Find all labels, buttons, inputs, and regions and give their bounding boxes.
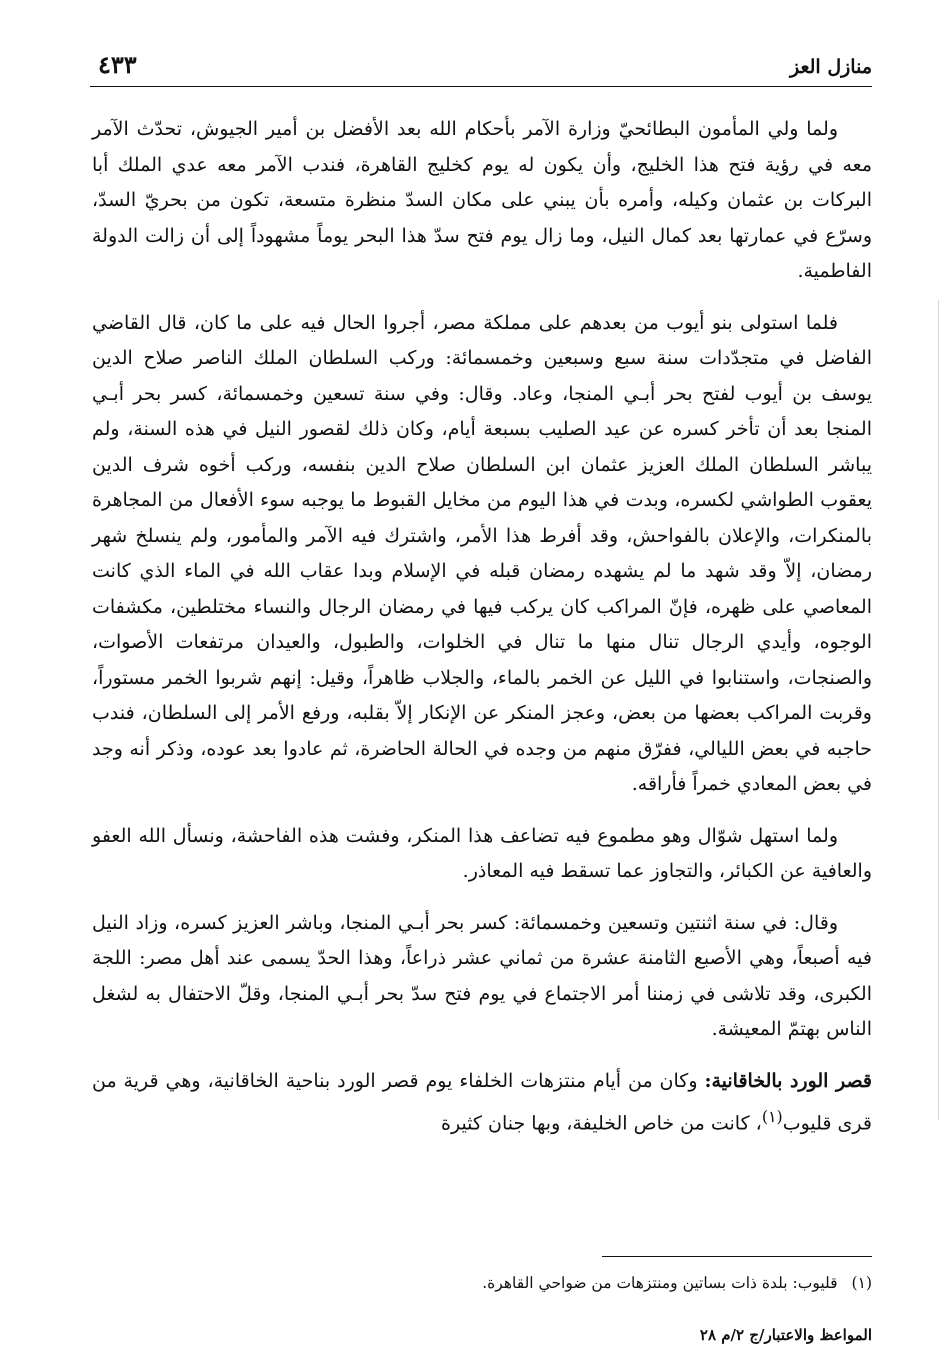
paragraph-2: فلما استولى بنو أيوب من بعدهم على مملكة مصر، أجروا الحال فيه على ما كان، قال القاضي الفاضل في متجدّدات سنة سبع وسبعين وخمسمائة: وركب السلطان الملك الناصر صلاح الدين يوسف بن أيوب لفتح بحر أبـي المنجا، وعاد. وقال: وفي سنة تسعين وخمسمائة، كسر بحر أبـي المنجا بعد أن تأخر كسره عن عيد الصليب بسبعة أيام، وكان ذلك لقصور النيل في هذه السنة، ولم يباشر السلطان الملك العزيز عثمان ابن السلطان صلاح الدين بنفسه، وركب أخوه شرف الدين يعقوب الطواشي لكسره، وبدت في هذا اليوم من مخايل القبوط ما يوجبه سوء الأفعال من المجاهرة بالمنكرات، والإعلان بالفواحش، وقد أفرط هذا الأمر، واشترك فيه الآمر والمأمور، ولم ينسلخ شهر رمضان، إلاّ وقد شهد ما لم يشهده رمضان قبله في الإسلام وبدا عقاب الله في الماء الذي كانت المعاصي على ظهره، فإنّ المراكب كان يركب فيها في رمضان الرجال والنساء مختلطين، مكشفات الوجوه، وأيدي الرجال تنال منها ما تنال في الخلوات، والطبول، والعيدان مرتفعات الأصوات، والصنجات، واستنابوا في الليل عن الخمر بالماء، والجلاب ظاهراً، وقيل: إنهم شربوا الخمر مستوراً، وقربت المراكب بعضها من بعض، وعجز المنكر عن الإنكار إلاّ بقلبه، ورفع الأمر إلى السلطان، فندب حاجبه في بعض الليالي، ففرّق منهم من وجده في الحالة الحاضرة، ثم عادوا بعد عوده، وذكر أنه وجد في بعض المعادي خمراً فأراقه. [92, 311, 872, 795]
footnote-text: قليوب: بلدة ذات بساتين ومنتزهات من ضواحي القاهرة. [482, 1274, 838, 1292]
paragraph-4: وقال: في سنة اثنتين وتسعين وخمسمائة: كسر بحر أبـي المنجا، وباشر العزيز كسره، وزاد النيل فيه أصبعاً، وهي الأصبع الثامنة عشرة من ثماني عشر ذراعاً، وهذا الحدّ يسمى عند أهل مصر: اللجة الكبرى، وقد تلاشى في زمننا أمر الاجتماع في يوم فتح سدّ بحر أبـي المنجا، وقلّ الاحتفال به لشغل الناس بهتمّ المعيشة. [92, 911, 873, 1040]
signature-line: المواعظ والاعتبار/ج ٢/م ٢٨ [699, 1326, 872, 1344]
section-text-a: وكان من أيام منتزهات الخلفاء يوم قصر الورد بناحية الخاقانية، وهي قرية من قرى قليوب [92, 1069, 872, 1135]
header-rule [90, 86, 872, 87]
body-text [92, 112, 872, 1158]
running-title: منازل العز [789, 56, 872, 78]
paragraph-3: ولما استهل شوّال وهو مطموع فيه تضاعف هذا المنكر، وفشت هذه الفاحشة، ونسأل الله العفو والعافية عن الكبائر، والتجاوز عما تسقط فيه المعاذر. [92, 824, 872, 882]
footnote-number: (١) [851, 1274, 872, 1292]
gutter-shadow [938, 300, 939, 1120]
section-paragraph [92, 1064, 872, 1142]
footnote-rule [602, 1256, 872, 1257]
paragraph-1: ولما ولي المأمون البطائحيّ وزارة الآمر بأحكام الله بعد الأفضل بن أمير الجيوش، تحدّث الآمر معه في رؤية فتح هذا الخليج، وأن يكون له يوم كخليج القاهرة، فندب الآمر معه عدي الملك أبا البركات بن عثمان وكيله، وأمره بأن يبني على مكان السدّ منظرة متسعة، تكون من بحريّ السدّ، وسرّع في عمارتها بعد كمال النيل، وما زال يوم فتح سدّ هذا البحر يوماً مشهوداً إلى أن زالت الدولة الفاطمية. [92, 118, 872, 282]
page-number: ٤٣٣ [98, 50, 137, 79]
footnote [92, 1270, 872, 1296]
section-text-b: ، كانت من خاص الخليفة، وبها جنان كثيرة [441, 1112, 762, 1135]
section-heading: قصر الورد بالخاقانية: [704, 1069, 873, 1092]
running-head [90, 46, 872, 86]
footnote-ref[interactable]: (١) [761, 1107, 783, 1126]
